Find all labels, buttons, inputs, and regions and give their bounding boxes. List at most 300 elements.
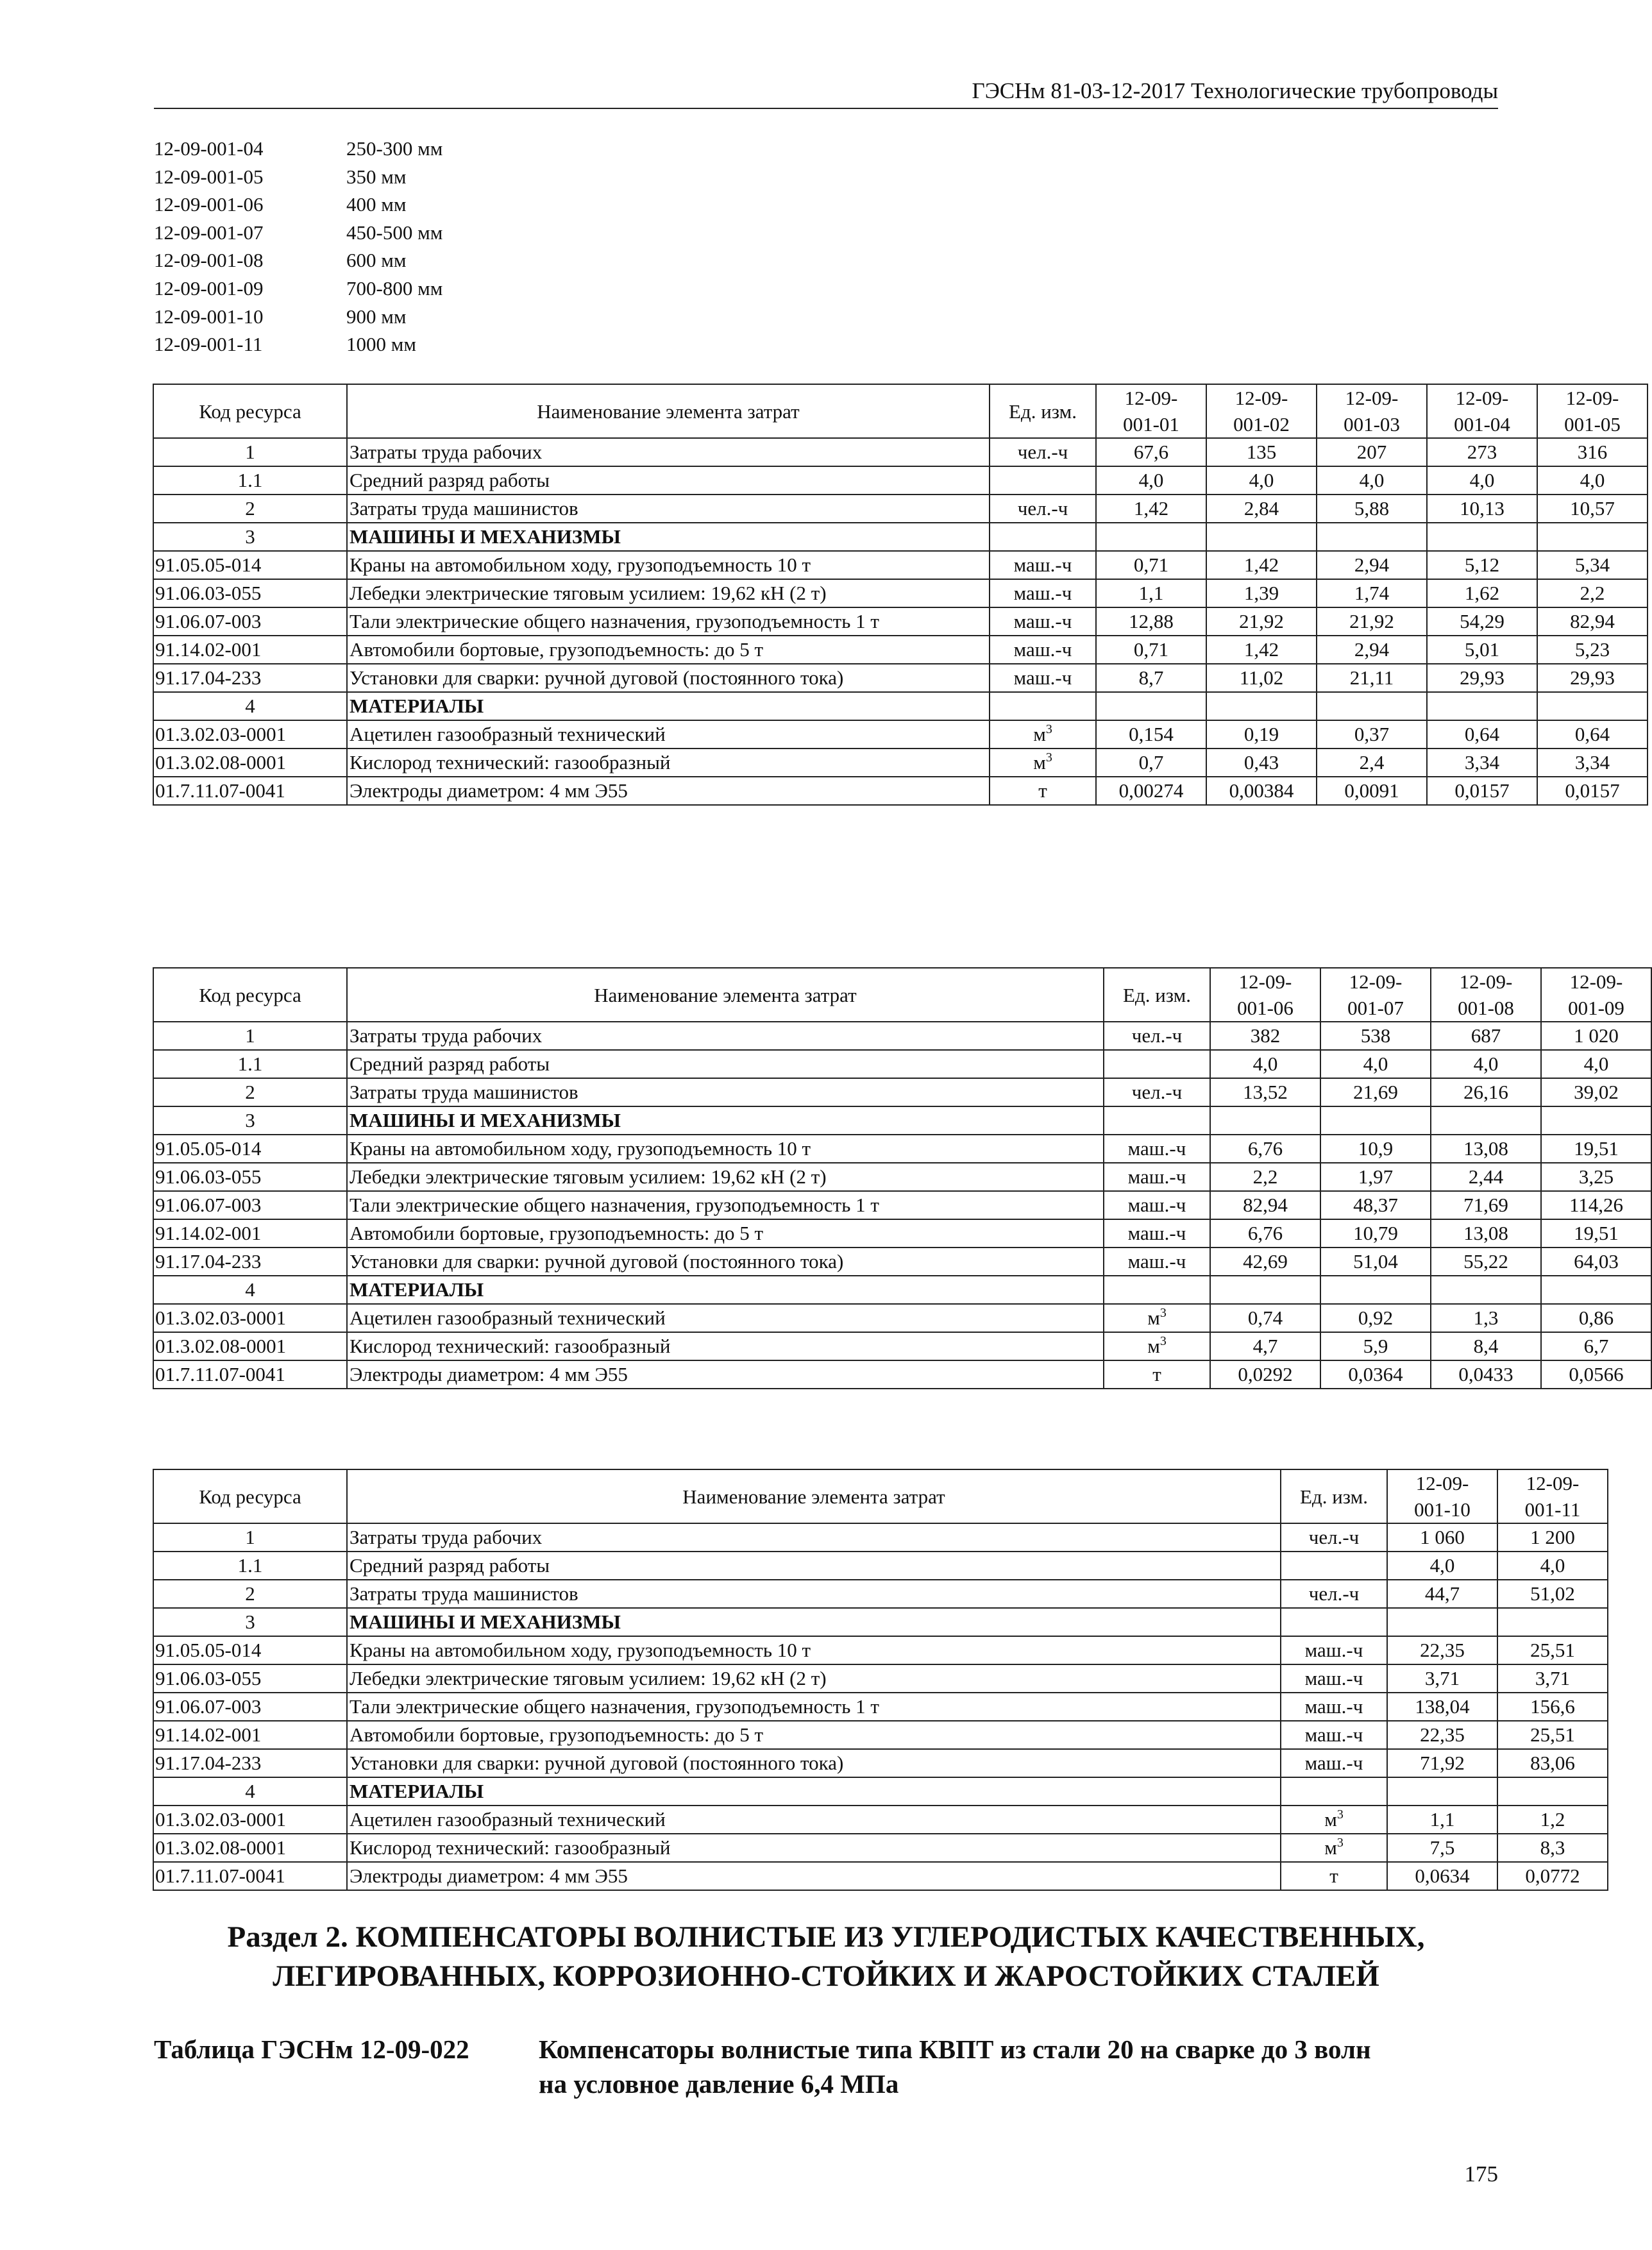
cell-unit	[1281, 1777, 1387, 1806]
cell-unit: маш.-ч	[1104, 1163, 1210, 1191]
cell-element-name: Затраты труда машинистов	[347, 495, 990, 523]
cell-value: 4,0	[1427, 466, 1537, 495]
cell-value: 12,88	[1096, 607, 1206, 636]
col-header-line: 001-06	[1237, 997, 1294, 1019]
code: 12-09-001-11	[154, 333, 263, 356]
cell-value: 55,22	[1431, 1248, 1541, 1276]
cell-value: 25,51	[1497, 1636, 1608, 1664]
code: 12-09-001-10	[154, 305, 264, 328]
code-desc: 450-500 мм	[346, 221, 443, 244]
table-row	[153, 523, 1648, 551]
cell-unit: маш.-ч	[990, 551, 1096, 579]
cell-element-name: Ацетилен газообразный технический	[347, 1806, 1281, 1834]
cell-value: 3,25	[1541, 1163, 1651, 1191]
cell-value: 4,0	[1206, 466, 1317, 495]
table-row	[153, 1050, 1651, 1078]
cell-unit: маш.-ч	[990, 636, 1096, 664]
cell-unit	[990, 692, 1096, 720]
col-header-variant	[1497, 1469, 1608, 1523]
cell-value: 5,01	[1427, 636, 1537, 664]
cell-element-name: Лебедки электрические тяговым усилием: 19,62 кН (2 т)	[347, 1163, 1104, 1191]
table-row	[153, 1106, 1651, 1135]
col-header-name: Наименование элемента затрат	[347, 968, 1104, 1022]
cell-value: 135	[1206, 438, 1317, 466]
cell-value: 2,84	[1206, 495, 1317, 523]
cell-value: 138,04	[1387, 1693, 1497, 1721]
cell-resource-code: 01.7.11.07-0041	[153, 1862, 347, 1890]
table-title	[154, 2032, 1498, 2101]
table-row	[153, 1248, 1651, 1276]
code-list-item	[154, 303, 442, 331]
cell-element-name: МАТЕРИАЛЫ	[347, 1276, 1104, 1304]
cell-resource-code: 2	[153, 1580, 347, 1608]
cell-unit: $м^3$	[1104, 1332, 1210, 1360]
cell-value: 29,93	[1537, 664, 1648, 692]
cell-value: 0,74	[1210, 1304, 1320, 1332]
cell-value	[1206, 523, 1317, 551]
table-row	[153, 1806, 1608, 1834]
table-row	[153, 749, 1648, 777]
cell-value: 4,0	[1541, 1050, 1651, 1078]
cell-unit: маш.-ч	[990, 579, 1096, 607]
table-row	[153, 466, 1648, 495]
cell-value: 4,0	[1210, 1050, 1320, 1078]
col-header-line: 12-09-	[1238, 970, 1292, 993]
cell-element-name: Ацетилен газообразный технический	[347, 1304, 1104, 1332]
cell-value: 8,4	[1431, 1332, 1541, 1360]
cell-value: 71,69	[1431, 1191, 1541, 1219]
table-title-line: на условное давление 6,4 МПа	[539, 2069, 899, 2099]
code: 12-09-001-07	[154, 221, 264, 244]
cell-value: 114,26	[1541, 1191, 1651, 1219]
cell-value: 1 200	[1497, 1523, 1608, 1552]
cell-value: 1,62	[1427, 579, 1537, 607]
cell-unit	[1104, 1050, 1210, 1078]
table-row	[153, 1163, 1651, 1191]
cell-element-name: Автомобили бортовые, грузоподъемность: до 5 т	[347, 1219, 1104, 1248]
cell-element-name: Средний разряд работы	[347, 466, 990, 495]
code-desc: 1000 мм	[346, 333, 416, 356]
col-header-variant	[1210, 968, 1320, 1022]
cell-value: 0,0433	[1431, 1360, 1541, 1389]
col-header-line: 12-09-	[1565, 387, 1619, 409]
cell-value: 1,42	[1096, 495, 1206, 523]
cell-value: 6,7	[1541, 1332, 1651, 1360]
code: 12-09-001-08	[154, 249, 264, 272]
cell-resource-code: 1.1	[153, 466, 347, 495]
code-desc: 700-800 мм	[346, 276, 443, 300]
cell-value	[1537, 692, 1648, 720]
cell-resource-code: 91.06.03-055	[153, 579, 347, 607]
cell-element-name: Электроды диаметром: 4 мм Э55	[347, 1862, 1281, 1890]
cell-value: 26,16	[1431, 1078, 1541, 1106]
table-row	[153, 1552, 1608, 1580]
cell-resource-code: 1	[153, 438, 347, 466]
cell-element-name: Затраты труда рабочих	[347, 1022, 1104, 1050]
table-row	[153, 636, 1648, 664]
cell-unit: т	[1281, 1862, 1387, 1890]
cell-resource-code: 4	[153, 1276, 347, 1304]
cell-value: 13,08	[1431, 1219, 1541, 1248]
cell-value: 13,08	[1431, 1135, 1541, 1163]
cell-value	[1497, 1608, 1608, 1636]
cell-value	[1096, 523, 1206, 551]
cell-element-name: Краны на автомобильном ходу, грузоподъемность 10 т	[347, 551, 990, 579]
cell-value: 1,74	[1317, 579, 1427, 607]
cell-value: 1,42	[1206, 636, 1317, 664]
col-header-name: Наименование элемента затрат	[347, 384, 990, 438]
table-row	[153, 1276, 1651, 1304]
cell-unit	[1104, 1276, 1210, 1304]
col-header-line: 12-09-	[1526, 1472, 1580, 1494]
table-row	[153, 551, 1648, 579]
cell-value: 382	[1210, 1022, 1320, 1050]
cell-resource-code: 4	[153, 692, 347, 720]
cell-value: 1,39	[1206, 579, 1317, 607]
code-desc: 400 мм	[346, 193, 407, 216]
cell-value: 1,42	[1206, 551, 1317, 579]
cell-resource-code: 91.05.05-014	[153, 1135, 347, 1163]
cell-unit: чел.-ч	[1281, 1580, 1387, 1608]
cell-value: 82,94	[1210, 1191, 1320, 1219]
cell-unit: маш.-ч	[1281, 1636, 1387, 1664]
cell-resource-code: 91.06.03-055	[153, 1664, 347, 1693]
col-header-line: 12-09-	[1349, 970, 1403, 993]
cell-value	[1317, 523, 1427, 551]
cell-value: 11,02	[1206, 664, 1317, 692]
cell-element-name: Затраты труда рабочих	[347, 1523, 1281, 1552]
cell-value: 4,0	[1497, 1552, 1608, 1580]
cell-value: 10,57	[1537, 495, 1648, 523]
cell-value	[1096, 692, 1206, 720]
cell-unit: $м^3$	[1281, 1806, 1387, 1834]
cell-value: 25,51	[1497, 1721, 1608, 1749]
table-row	[153, 438, 1648, 466]
cell-element-name: Кислород технический: газообразный	[347, 1332, 1104, 1360]
cell-value: 42,69	[1210, 1248, 1320, 1276]
section-title-line: Раздел 2. КОМПЕНСАТОРЫ ВОЛНИСТЫЕ ИЗ УГЛЕРОДИСТЫХ КАЧЕСТВЕННЫХ,	[227, 1920, 1425, 1954]
section-title	[154, 1918, 1498, 1996]
cell-value: 4,0	[1317, 466, 1427, 495]
cell-unit	[990, 523, 1096, 551]
cell-unit: $м^3$	[990, 749, 1096, 777]
cell-value: 4,7	[1210, 1332, 1320, 1360]
cell-value: 44,7	[1387, 1580, 1497, 1608]
cell-value: 5,88	[1317, 495, 1427, 523]
cell-unit: маш.-ч	[1281, 1749, 1387, 1777]
cell-value: 22,35	[1387, 1721, 1497, 1749]
cell-value: 2,94	[1317, 636, 1427, 664]
cell-value: 4,0	[1431, 1050, 1541, 1078]
col-header-variant	[1317, 384, 1427, 438]
cell-element-name: Кислород технический: газообразный	[347, 1834, 1281, 1862]
code-list-item	[154, 190, 442, 219]
cell-value: 1 020	[1541, 1022, 1651, 1050]
cell-value: 0,64	[1537, 720, 1648, 749]
cell-resource-code: 2	[153, 495, 347, 523]
cell-unit: маш.-ч	[1281, 1664, 1387, 1693]
table-title-label: Таблица ГЭСНм 12-09-022	[154, 2034, 469, 2064]
cell-element-name: МАШИНЫ И МЕХАНИЗМЫ	[347, 1106, 1104, 1135]
cell-value: 0,7	[1096, 749, 1206, 777]
code-desc: 250-300 мм	[346, 137, 443, 160]
table-row	[153, 1078, 1651, 1106]
cell-value: 83,06	[1497, 1749, 1608, 1777]
cell-value	[1387, 1608, 1497, 1636]
cell-unit: маш.-ч	[1281, 1693, 1387, 1721]
cell-unit: чел.-ч	[990, 495, 1096, 523]
cell-value: 64,03	[1541, 1248, 1651, 1276]
cell-value: 2,94	[1317, 551, 1427, 579]
cell-value: 0,71	[1096, 551, 1206, 579]
cell-value: 10,13	[1427, 495, 1537, 523]
section-title-line: ЛЕГИРОВАННЫХ, КОРРОЗИОННО-СТОЙКИХ И ЖАРОСТОЙКИХ СТАЛЕЙ	[273, 1959, 1379, 1993]
cell-resource-code: 01.3.02.03-0001	[153, 1806, 347, 1834]
cell-value	[1210, 1106, 1320, 1135]
cell-value: 0,0772	[1497, 1862, 1608, 1890]
code: 12-09-001-05	[154, 165, 264, 188]
cell-unit: $м^3$	[1281, 1834, 1387, 1862]
cell-value: 0,0634	[1387, 1862, 1497, 1890]
table-row	[153, 1135, 1651, 1163]
cell-value	[1427, 692, 1537, 720]
col-header-line: 001-01	[1123, 413, 1179, 436]
code-list-item	[154, 246, 442, 275]
cell-unit: маш.-ч	[1104, 1219, 1210, 1248]
resource-table	[153, 384, 1648, 806]
cell-value: 2,2	[1210, 1163, 1320, 1191]
cell-element-name: Тали электрические общего назначения, грузоподъемность 1 т	[347, 607, 990, 636]
cell-value: 0,154	[1096, 720, 1206, 749]
col-header-line: 12-09-	[1235, 387, 1288, 409]
table-row	[153, 1749, 1608, 1777]
cell-value: 51,02	[1497, 1580, 1608, 1608]
cell-unit: чел.-ч	[990, 438, 1096, 466]
code-list-item	[154, 219, 442, 247]
cell-unit: чел.-ч	[1104, 1022, 1210, 1050]
cell-value	[1387, 1777, 1497, 1806]
cell-value: 0,86	[1541, 1304, 1651, 1332]
cell-resource-code: 01.7.11.07-0041	[153, 1360, 347, 1389]
cell-value: 39,02	[1541, 1078, 1651, 1106]
cell-value: 156,6	[1497, 1693, 1608, 1721]
table-row	[153, 1219, 1651, 1248]
col-header-line: 001-03	[1344, 413, 1400, 436]
header-title: ГЭСНм 81-03-12-2017 Технологические трубопроводы	[972, 78, 1498, 103]
table-row	[153, 1721, 1608, 1749]
cell-resource-code: 01.3.02.03-0001	[153, 720, 347, 749]
col-header-variant	[1387, 1469, 1497, 1523]
col-header-variant	[1537, 384, 1648, 438]
cell-value: 1,1	[1096, 579, 1206, 607]
table-row	[153, 720, 1648, 749]
cell-value: 0,37	[1317, 720, 1427, 749]
cell-element-name: Затраты труда машинистов	[347, 1078, 1104, 1106]
cell-value: 8,3	[1497, 1834, 1608, 1862]
col-header-unit: Ед. изм.	[990, 384, 1096, 438]
running-header	[154, 76, 1498, 109]
cell-value: 0,00384	[1206, 777, 1317, 805]
code: 12-09-001-04	[154, 137, 264, 160]
cell-value: 273	[1427, 438, 1537, 466]
resource-table	[153, 967, 1652, 1389]
cell-unit: маш.-ч	[1281, 1721, 1387, 1749]
cell-value: 3,34	[1537, 749, 1648, 777]
cell-value: 19,51	[1541, 1135, 1651, 1163]
cell-resource-code: 01.3.02.08-0001	[153, 1834, 347, 1862]
cell-element-name: МАШИНЫ И МЕХАНИЗМЫ	[347, 1608, 1281, 1636]
cell-element-name: Затраты труда рабочих	[347, 438, 990, 466]
code-list-item	[154, 275, 442, 303]
table-row	[153, 1693, 1608, 1721]
cell-value: 1,3	[1431, 1304, 1541, 1332]
cell-element-name: Электроды диаметром: 4 мм Э55	[347, 777, 990, 805]
resource-table	[153, 1469, 1608, 1891]
cell-value: 6,76	[1210, 1219, 1320, 1248]
col-header-code: Код ресурса	[153, 384, 347, 438]
cell-resource-code: 91.14.02-001	[153, 1721, 347, 1749]
code-list-item	[154, 330, 442, 359]
cell-value: 0,0364	[1320, 1360, 1431, 1389]
cell-unit: чел.-ч	[1104, 1078, 1210, 1106]
table-row	[153, 1360, 1651, 1389]
cell-resource-code: 2	[153, 1078, 347, 1106]
cell-value: 48,37	[1320, 1191, 1431, 1219]
cell-value: 21,92	[1206, 607, 1317, 636]
cell-value: 2,4	[1317, 749, 1427, 777]
cell-element-name: МАШИНЫ И МЕХАНИЗМЫ	[347, 523, 990, 551]
cell-value	[1537, 523, 1648, 551]
cell-value	[1541, 1106, 1651, 1135]
cell-element-name: Установки для сварки: ручной дуговой (постоянного тока)	[347, 664, 990, 692]
cell-value: 0,71	[1096, 636, 1206, 664]
cell-value: 0,00274	[1096, 777, 1206, 805]
cell-element-name: Электроды диаметром: 4 мм Э55	[347, 1360, 1104, 1389]
cell-resource-code: 91.17.04-233	[153, 664, 347, 692]
col-header-variant	[1320, 968, 1431, 1022]
cell-value: 207	[1317, 438, 1427, 466]
cell-value: 21,92	[1317, 607, 1427, 636]
col-header-line: 12-09-	[1459, 970, 1513, 993]
cell-resource-code: 1	[153, 1523, 347, 1552]
cell-unit: маш.-ч	[990, 607, 1096, 636]
col-header-unit: Ед. изм.	[1104, 968, 1210, 1022]
col-header-line: 001-08	[1458, 997, 1514, 1019]
cell-value: 316	[1537, 438, 1648, 466]
col-header-line: 001-02	[1233, 413, 1290, 436]
col-header-line: 12-09-	[1455, 387, 1509, 409]
cell-value: 5,12	[1427, 551, 1537, 579]
cell-value: 5,23	[1537, 636, 1648, 664]
col-header-line: 001-05	[1564, 413, 1621, 436]
table-row	[153, 607, 1648, 636]
cell-value: 19,51	[1541, 1219, 1651, 1248]
col-header-line: 12-09-	[1124, 387, 1178, 409]
cell-element-name: Затраты труда машинистов	[347, 1580, 1281, 1608]
cell-value: 0,0157	[1427, 777, 1537, 805]
cell-value: 5,9	[1320, 1332, 1431, 1360]
cell-value	[1431, 1106, 1541, 1135]
cell-element-name: Лебедки электрические тяговым усилием: 19,62 кН (2 т)	[347, 1664, 1281, 1693]
table-row	[153, 495, 1648, 523]
table-header-row	[153, 968, 1651, 1022]
col-header-line: 12-09-	[1569, 970, 1623, 993]
cell-element-name: Средний разряд работы	[347, 1552, 1281, 1580]
cell-resource-code: 91.14.02-001	[153, 1219, 347, 1248]
cell-value: 1 060	[1387, 1523, 1497, 1552]
cell-unit: $м^3$	[990, 720, 1096, 749]
cell-resource-code: 01.7.11.07-0041	[153, 777, 347, 805]
cell-value: 6,76	[1210, 1135, 1320, 1163]
cell-value: 21,11	[1317, 664, 1427, 692]
cell-resource-code: 3	[153, 1608, 347, 1636]
col-header-variant	[1427, 384, 1537, 438]
cell-value	[1541, 1276, 1651, 1304]
cell-value: 5,34	[1537, 551, 1648, 579]
cell-unit	[1281, 1552, 1387, 1580]
cell-value: 0,0091	[1317, 777, 1427, 805]
code-list-item	[154, 163, 442, 191]
cell-value: 4,0	[1537, 466, 1648, 495]
cell-element-name: Установки для сварки: ручной дуговой (постоянного тока)	[347, 1749, 1281, 1777]
cell-resource-code: 91.06.07-003	[153, 1191, 347, 1219]
cell-element-name: Лебедки электрические тяговым усилием: 19,62 кН (2 т)	[347, 579, 990, 607]
cell-resource-code: 91.06.03-055	[153, 1163, 347, 1191]
cell-value: 0,64	[1427, 720, 1537, 749]
cell-value: 71,92	[1387, 1749, 1497, 1777]
cell-value: 4,0	[1387, 1552, 1497, 1580]
cell-value: 4,0	[1320, 1050, 1431, 1078]
cell-unit: чел.-ч	[1281, 1523, 1387, 1552]
cell-unit: т	[1104, 1360, 1210, 1389]
cell-value	[1320, 1276, 1431, 1304]
cell-resource-code: 1.1	[153, 1552, 347, 1580]
cell-value	[1206, 692, 1317, 720]
cell-value: 1,97	[1320, 1163, 1431, 1191]
table-row	[153, 1664, 1608, 1693]
cell-value	[1317, 692, 1427, 720]
col-header-unit: Ед. изм.	[1281, 1469, 1387, 1523]
cell-element-name: Краны на автомобильном ходу, грузоподъемность 10 т	[347, 1636, 1281, 1664]
code-desc: 350 мм	[346, 165, 407, 188]
cell-unit: $м^3$	[1104, 1304, 1210, 1332]
cell-unit: маш.-ч	[1104, 1191, 1210, 1219]
cell-value: 7,5	[1387, 1834, 1497, 1862]
cell-value: 3,71	[1497, 1664, 1608, 1693]
cell-value: 54,29	[1427, 607, 1537, 636]
col-header-line: 001-04	[1454, 413, 1510, 436]
col-header-line: 001-11	[1524, 1498, 1581, 1521]
cell-resource-code: 91.17.04-233	[153, 1248, 347, 1276]
cell-element-name: Установки для сварки: ручной дуговой (постоянного тока)	[347, 1248, 1104, 1276]
col-header-line: 001-10	[1414, 1498, 1471, 1521]
cell-resource-code: 3	[153, 1106, 347, 1135]
cell-value: 29,93	[1427, 664, 1537, 692]
cell-value: 0,43	[1206, 749, 1317, 777]
cell-value: 4,0	[1096, 466, 1206, 495]
table-row	[153, 1834, 1608, 1862]
cell-element-name: Ацетилен газообразный технический	[347, 720, 990, 749]
cell-resource-code: 1	[153, 1022, 347, 1050]
cell-value: 1,2	[1497, 1806, 1608, 1834]
col-header-variant	[1541, 968, 1651, 1022]
cell-resource-code: 01.3.02.03-0001	[153, 1304, 347, 1332]
col-header-line: 12-09-	[1345, 387, 1399, 409]
cell-value: 3,71	[1387, 1664, 1497, 1693]
cell-value: 0,0566	[1541, 1360, 1651, 1389]
table-row	[153, 1304, 1651, 1332]
cell-element-name: Краны на автомобильном ходу, грузоподъемность 10 т	[347, 1135, 1104, 1163]
